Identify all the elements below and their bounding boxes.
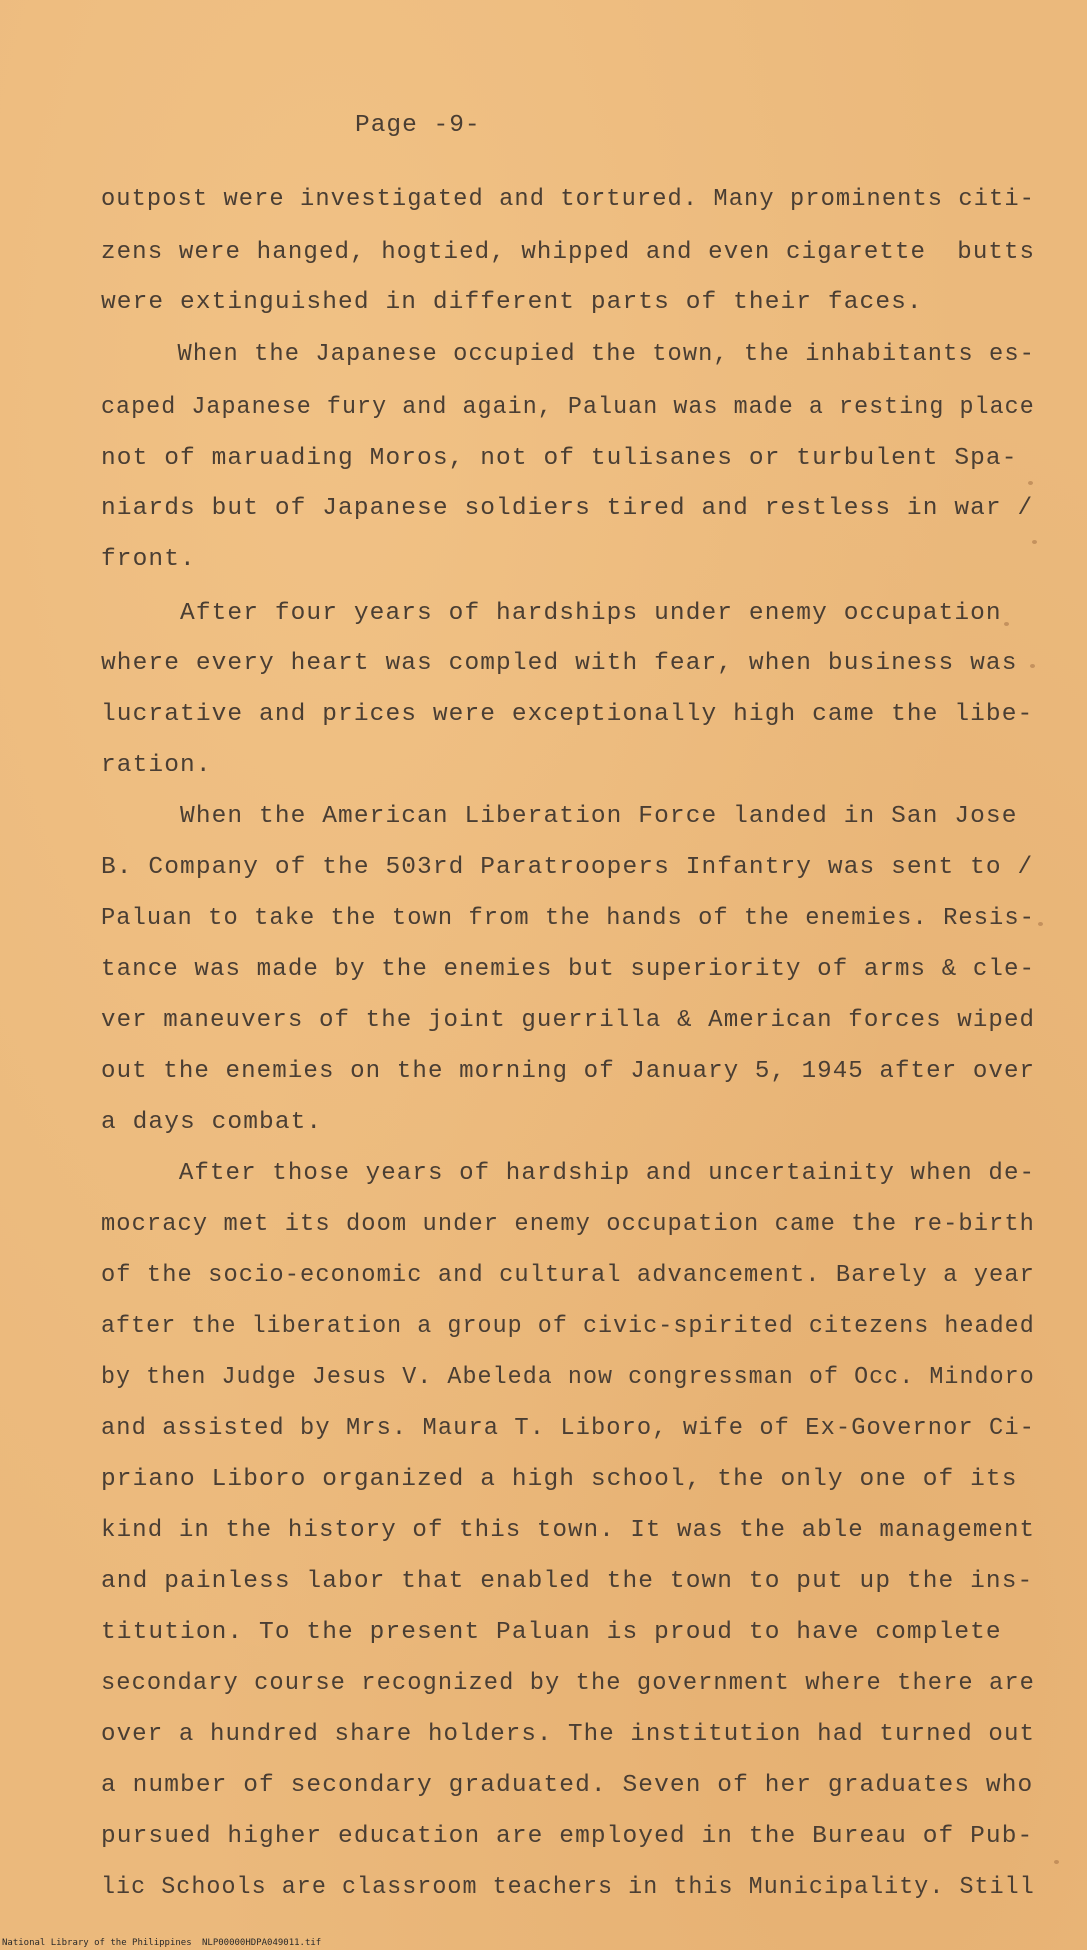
text-line: B. Company of the 503rd Paratroopers Infantry was sent to / <box>101 854 1034 881</box>
text-line: a number of secondary graduated. Seven of her graduates who <box>101 1772 1034 1799</box>
paper-speck <box>1038 922 1043 926</box>
paper-speck <box>1030 664 1035 668</box>
paper-speck <box>1054 1860 1059 1864</box>
text-line: ration. <box>101 752 212 779</box>
text-line: priano Liboro organized a high school, the only one of its <box>101 1466 1018 1493</box>
text-line: pursued higher education are employed in the Bureau of Pub- <box>101 1823 1034 1850</box>
paper-speck <box>1032 540 1037 544</box>
text-line: after the liberation a group of civic-spirited citezens headed <box>101 1313 1035 1340</box>
library-credit: National Library of the Philippines <box>2 1938 192 1948</box>
text-line: secondary course recognized by the government where there are <box>101 1670 1035 1697</box>
text-line: of the socio-economic and cultural advancement. Barely a year <box>101 1262 1035 1289</box>
text-line: not of maruading Moros, not of tulisanes or turbulent Spa- <box>101 445 1018 472</box>
text-line: tance was made by the enemies but superiority of arms & cle- <box>101 956 1036 983</box>
scan-footer <box>0 1935 1087 1950</box>
text-line: mocracy met its doom under enemy occupation came the re-birth <box>101 1211 1035 1238</box>
text-line: After those years of hardship and uncertainity when de- <box>101 1160 1036 1187</box>
file-identifier: NLP00000HDPA049011.tif <box>202 1938 322 1948</box>
text-line: over a hundred share holders. The institution had turned out <box>101 1721 1036 1748</box>
text-line: front. <box>101 546 196 573</box>
text-line: caped Japanese fury and again, Paluan was made a resting place <box>101 394 1035 421</box>
text-line: were extinguished in different parts of their faces. <box>101 289 923 316</box>
text-line: a days combat. <box>101 1109 323 1136</box>
text-line: and assisted by Mrs. Maura T. Liboro, wife of Ex-Governor Ci- <box>101 1415 1035 1442</box>
text-line: zens were hanged, hogtied, whipped and even cigarette butts <box>101 239 1036 266</box>
paper-speck <box>1004 622 1009 626</box>
text-line: outpost were investigated and tortured. Many prominents citi- <box>101 186 1035 213</box>
text-line: niards but of Japanese soldiers tired and restless in war / <box>101 495 1034 522</box>
text-line: After four years of hardships under enemy occupation <box>101 600 1002 627</box>
text-line: lucrative and prices were exceptionally high came the libe- <box>101 701 1034 728</box>
text-line: by then Judge Jesus V. Abeleda now congressman of Occ. Mindoro <box>101 1364 1035 1391</box>
paper-speck <box>1028 481 1033 485</box>
page-number-header: Page -9- <box>355 112 481 139</box>
text-line: kind in the history of this town. It was the able management <box>101 1517 1036 1544</box>
text-line: where every heart was compled with fear, when business was <box>101 650 1018 677</box>
text-line: titution. To the present Paluan is proud to have complete <box>101 1619 1002 1646</box>
text-line: out the enemies on the morning of January 5, 1945 after over <box>101 1058 1036 1085</box>
text-line: Paluan to take the town from the hands of the enemies. Resis- <box>101 905 1035 932</box>
text-line: When the American Liberation Force landed in San Jose <box>101 803 1018 830</box>
text-line: and painless labor that enabled the town to put up the ins- <box>101 1568 1034 1595</box>
text-line: ver maneuvers of the joint guerrilla & American forces wiped <box>101 1007 1036 1034</box>
text-line: lic Schools are classroom teachers in this Municipality. Still <box>101 1874 1035 1901</box>
text-line: When the Japanese occupied the town, the inhabitants es- <box>101 341 1035 368</box>
